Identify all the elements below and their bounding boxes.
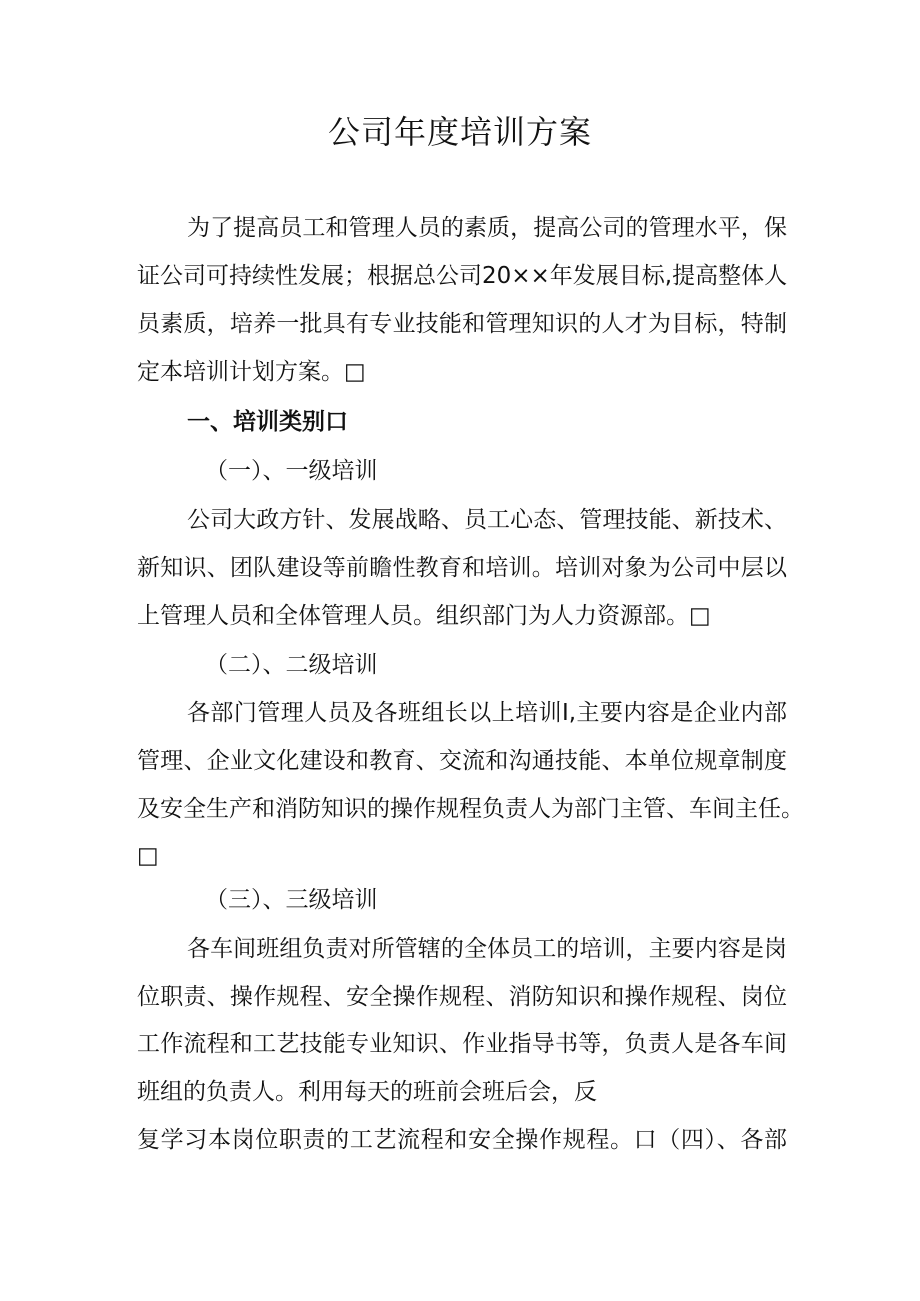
level-1-line-2: 新知识、团队建设等前瞻性教育和培训。培训对象为公司中层以 bbox=[137, 555, 787, 581]
level-3-line-4: 班组的负责人。利用每天的班前会班后会，反 bbox=[137, 1079, 597, 1105]
subheading-level-2: （二）、二级培训 bbox=[205, 652, 378, 678]
intro-line-1: 为了提高员工和管理人员的素质，提高公司的管理水平，保 bbox=[187, 215, 787, 241]
level-1-line-1: 公司大政方针、发展战略、员工心态、管理技能、新技术、 bbox=[187, 507, 787, 533]
intro-line-2: 证公司可持续性发展；根据总公司20××年发展目标,提高整体人 bbox=[137, 263, 788, 289]
level-3-line-3: 工作流程和工艺技能专业知识、作业指导书等，负责人是各车间 bbox=[137, 1031, 787, 1057]
level-3-line-5: 复学习本岗位职责的工艺流程和安全操作规程。口（四）、各部 bbox=[137, 1127, 787, 1153]
intro-line-4: 定本培训计划方案。□ bbox=[137, 359, 366, 385]
section-heading-training-categories: 一、培训类别口 bbox=[187, 409, 348, 435]
subheading-level-3: （三）、三级培训 bbox=[205, 887, 378, 913]
level-3-line-1: 各车间班组负责对所管辖的全体员工的培训，主要内容是岗 bbox=[187, 936, 787, 962]
level-1-line-3: 上管理人员和全体管理人员。组织部门为人力资源部。□ bbox=[137, 603, 711, 629]
intro-line-3: 员素质，培养一批具有专业技能和管理知识的人才为目标，特制 bbox=[137, 311, 787, 337]
level-2-line-1: 各部门管理人员及各班组长以上培训I,主要内容是企业内部 bbox=[187, 700, 787, 726]
level-2-line-2: 管理、企业文化建设和教育、交流和沟通技能、本单位规章制度 bbox=[137, 748, 787, 774]
level-2-line-3: 及安全生产和消防知识的操作规程负责人为部门主管、车间主任。 bbox=[137, 796, 804, 822]
level-2-line-4: □ bbox=[137, 843, 159, 869]
subheading-level-1: （一）、一级培训 bbox=[205, 458, 378, 484]
level-3-line-2: 位职责、操作规程、安全操作规程、消防知识和操作规程、岗位 bbox=[137, 984, 787, 1010]
document-title: 公司年度培训方案 bbox=[327, 113, 592, 151]
